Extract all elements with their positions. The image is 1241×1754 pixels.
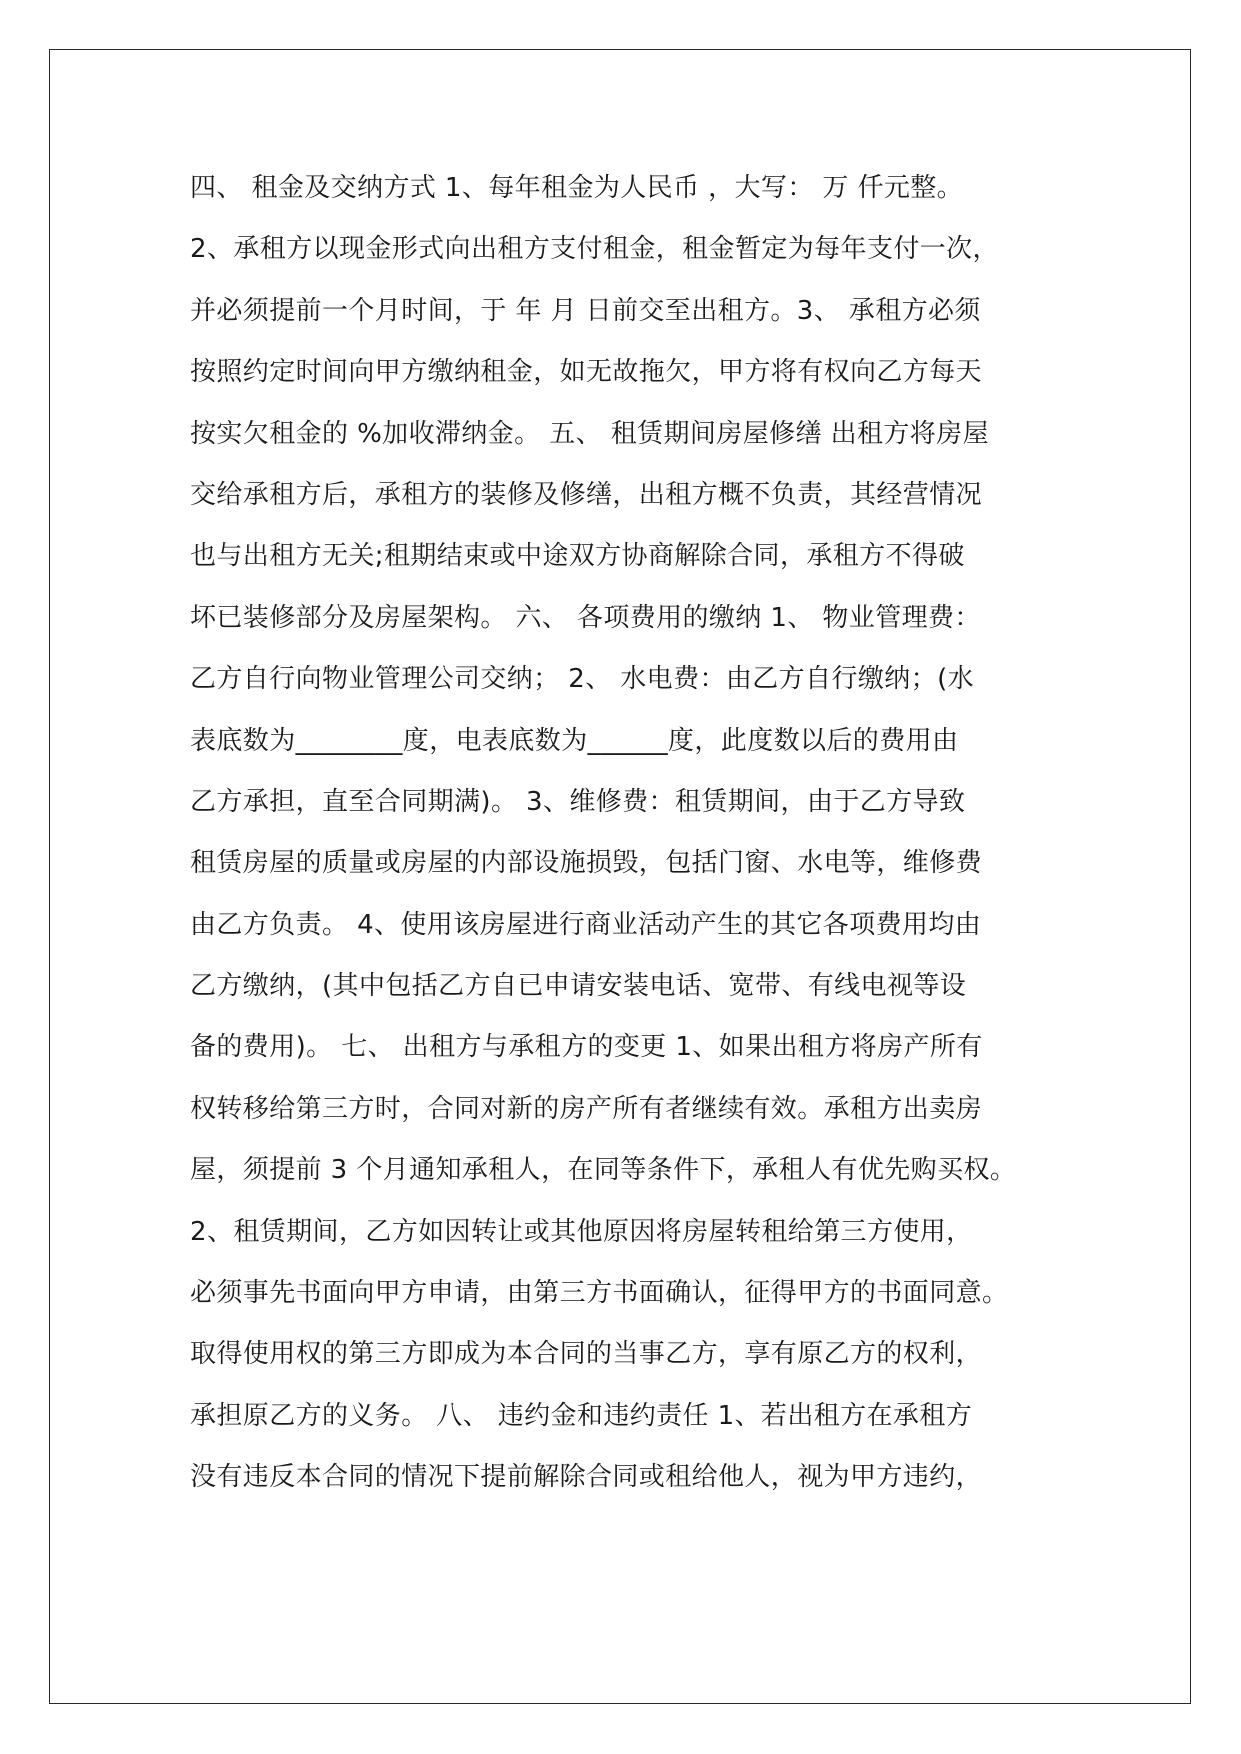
- text-line: 权转移给第三方时，合同对新的房产所有者继续有效。承租方出卖房: [190, 1093, 983, 1124]
- text-line: 租赁房屋的质量或房屋的内部设施损毁，包括门窗、水电等，维修费: [190, 848, 983, 879]
- text-line: 交给承租方后，承租方的装修及修缮，出租方概不负责，其经营情况: [190, 479, 983, 510]
- text-line: 2、租赁期间，乙方如因转让或其他原因将房屋转租给第三方使用，: [190, 1216, 973, 1247]
- text-line: 屋，须提前 3 个月通知承租人，在同等条件下，承租人有优先购买权。: [190, 1155, 1017, 1186]
- text-line: 乙方自行向物业管理公司交纳； 2、 水电费：由乙方自行缴纳；(水: [190, 664, 975, 695]
- text-line: 承担原乙方的义务。 八、 违约金和违约责任 1、若出租方在承租方: [190, 1400, 973, 1431]
- text-line: 乙方缴纳，(其中包括乙方自已申请安装电话、宽带、有线电视等设: [190, 971, 967, 1002]
- text-line: 并必须提前一个月时间，于 年 月 日前交至出租方。3、 承租方必须: [190, 295, 981, 326]
- text-line: 必须事先书面向甲方申请，由第三方书面确认，征得甲方的书面同意。: [190, 1278, 1009, 1309]
- text-line: 也与出租方无关;租期结束或中途双方协商解除合同，承租方不得破: [190, 541, 965, 572]
- text-line: 没有违反本合同的情况下提前解除合同或租给他人，视为甲方违约，: [190, 1462, 983, 1493]
- contract-body: [190, 158, 1070, 1509]
- text-line: 取得使用权的第三方即成为本合同的当事乙方，享有原乙方的权利，: [190, 1339, 983, 1370]
- text-line: 表底数为________度，电表底数为______度，此度数以后的费用由: [190, 725, 959, 756]
- text-line: 乙方承担，直至合同期满)。 3、维修费：租赁期间，由于乙方导致: [190, 786, 966, 817]
- text-line: 坏已装修部分及房屋架构。 六、 各项费用的缴纳 1、 物业管理费：: [190, 602, 981, 633]
- text-line: 由乙方负责。 4、使用该房屋进行商业活动产生的其它各项费用均由: [190, 909, 982, 940]
- text-line: 按实欠租金的 %加收滞纳金。 五、 租赁期间房屋修缮 出租方将房屋: [190, 418, 989, 449]
- text-line: 备的费用)。 七、 出租方与承租方的变更 1、如果出租方将房产所有: [190, 1032, 983, 1063]
- text-line: 按照约定时间向甲方缴纳租金，如无故拖欠，甲方将有权向乙方每天: [190, 357, 983, 388]
- text-line: 四、 租金及交纳方式 1、每年租金为人民币 ，大写： 万 仟元整。: [190, 173, 964, 203]
- text-line: 2、承租方以现金形式向出租方支付租金，租金暂定为每年支付一次，: [190, 234, 999, 265]
